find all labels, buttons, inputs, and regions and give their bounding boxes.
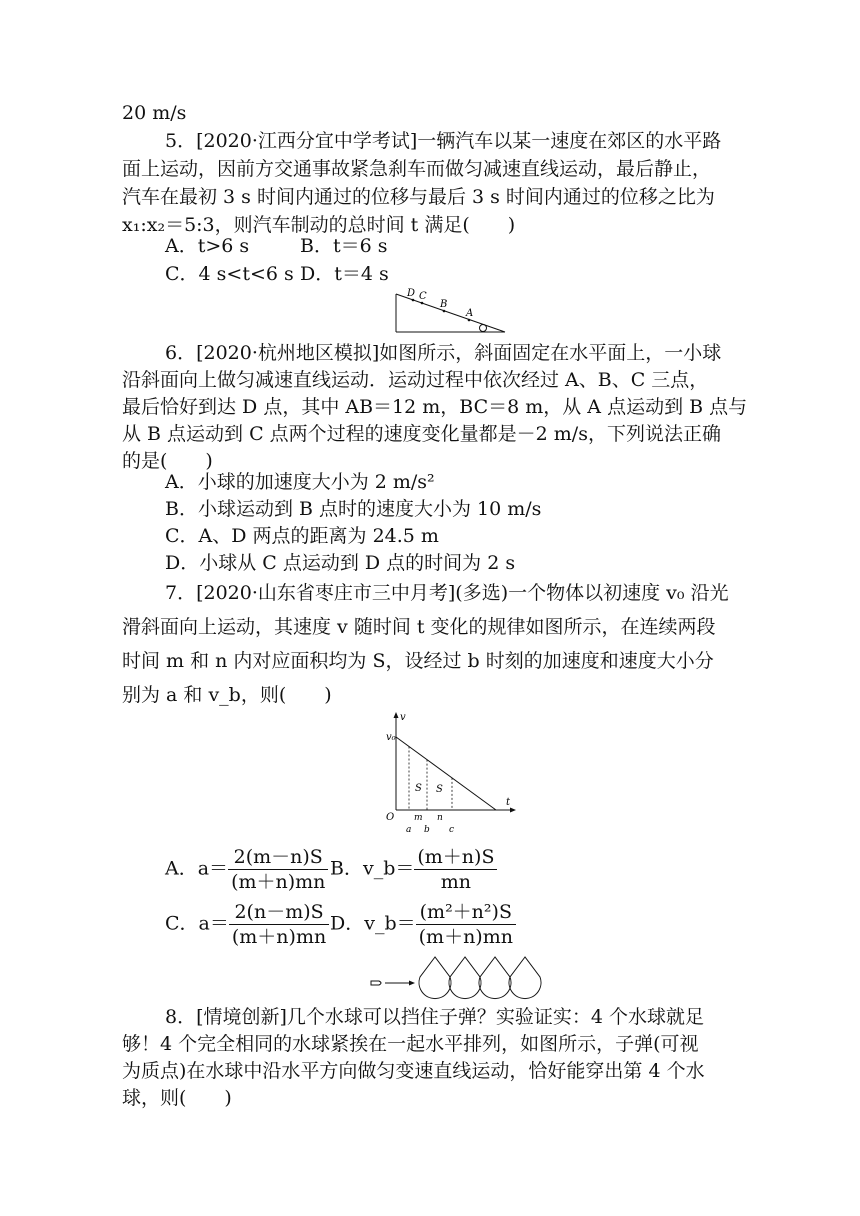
q7-option-b-prefix: B．v_b＝ xyxy=(330,857,415,880)
q7-option-a xyxy=(165,845,328,894)
vt-graph xyxy=(382,708,522,838)
q7-option-c-prefix: C．a＝ xyxy=(165,912,229,935)
tick-b-label: b xyxy=(424,825,430,835)
t-axis-label: t xyxy=(506,797,511,808)
q5-option-d: D．t＝4 s xyxy=(300,263,389,285)
point-d xyxy=(412,299,415,302)
v-axis-label: v xyxy=(400,712,406,723)
point-a xyxy=(468,319,471,322)
q8-line-2: 够！4 个完全相同的水球紧挨在一起水平排列，如图所示，子弹(可视 xyxy=(122,1033,699,1055)
q5-line-4: x₁:x₂＝5:3，则汽车制动的总时间 t 满足( ) xyxy=(122,214,516,236)
q6-option-a: A．小球的加速度大小为 2 m/s² xyxy=(165,471,435,493)
q7-option-a-fraction xyxy=(228,845,328,894)
q6-line-4: 从 B 点运动到 C 点两个过程的速度变化量都是－2 m/s，下列说法正确 xyxy=(122,423,721,445)
q7-option-d-fraction xyxy=(416,900,516,949)
q7-option-d-denominator: (m＋n)mn xyxy=(418,926,513,948)
q7-option-a-denominator: (m＋n)mn xyxy=(231,871,326,893)
q8-line-3: 为质点)在水球中沿水平方向做匀变速直线运动，恰好能穿出第 4 个水 xyxy=(122,1060,705,1082)
tick-a-label: a xyxy=(406,825,412,835)
q7-option-d-prefix: D．v_b＝ xyxy=(330,912,416,935)
interval-m-label: m xyxy=(414,813,423,823)
q6-option-c: C．A、D 两点的距离为 24.5 m xyxy=(165,525,439,547)
q6-line-3: 最后恰好到达 D 点，其中 AB＝12 m，BC＝8 m，从 A 点运动到 B 点与 xyxy=(122,396,748,418)
q7-option-b-numerator: (m＋n)S xyxy=(414,845,497,870)
top-line: 20 m/s xyxy=(122,102,187,124)
q5-option-b: B．t＝6 s xyxy=(300,235,388,257)
q5-option-c: C．4 s<t<6 s xyxy=(165,263,294,285)
q5-line-2: 面上运动，因前方交通事故紧急刹车而做匀减速直线运动，最后静止， xyxy=(122,158,712,180)
bullet-icon xyxy=(371,981,381,985)
q7-line-4: 别为 a 和 v_b，则( ) xyxy=(122,684,332,706)
bullet-arrow-head xyxy=(409,981,415,986)
q6-line-5: 的是( ) xyxy=(122,450,213,472)
q5-option-a: A．t>6 s xyxy=(165,235,250,257)
label-c: C xyxy=(419,291,427,302)
q7-option-c-numerator: 2(n－m)S xyxy=(229,900,329,925)
tick-c-label: c xyxy=(449,825,455,835)
q7-option-d-numerator: (m²＋n²)S xyxy=(416,900,516,925)
q7-option-a-numerator: 2(m－n)S xyxy=(228,845,328,870)
q7-line-2: 滑斜面向上运动，其速度 v 随时间 t 变化的规律如图所示，在连续两段 xyxy=(122,616,716,638)
q7-line-3: 时间 m 和 n 内对应面积均为 S，设经过 b 时刻的加速度和速度大小分 xyxy=(122,650,714,672)
label-d: D xyxy=(407,288,416,299)
q7-option-c-fraction xyxy=(229,900,329,949)
v0-label: v₀ xyxy=(386,732,396,743)
incline-figure xyxy=(390,282,510,338)
water-balls-figure xyxy=(365,952,545,1004)
q7-option-b xyxy=(330,845,497,894)
area-label-2: S xyxy=(436,784,443,795)
q7-option-b-fraction xyxy=(414,845,497,894)
water-ball-2 xyxy=(449,957,481,999)
t-axis-arrow xyxy=(510,808,516,813)
q7-line-1: 7．[2020·山东省枣庄市三中月考](多选)一个物体以初速度 v₀ 沿光 xyxy=(165,582,729,604)
water-ball-3 xyxy=(479,957,511,999)
v-axis-arrow xyxy=(394,712,399,718)
water-ball-4 xyxy=(509,957,541,999)
q5-line-1: 5．[2020·江西分宜中学考试]一辆汽车以某一速度在郊区的水平路 xyxy=(165,130,722,152)
q6-line-1: 6．[2020·杭州地区模拟]如图所示，斜面固定在水平面上，一小球 xyxy=(165,342,722,364)
q6-option-d: D．小球从 C 点运动到 D 点的时间为 2 s xyxy=(165,552,516,574)
q8-line-4: 球，则( ) xyxy=(122,1087,232,1109)
q7-option-b-denominator: mn xyxy=(440,871,472,893)
point-b xyxy=(443,310,446,313)
label-a: A xyxy=(466,308,474,319)
q7-option-c xyxy=(165,900,329,949)
q5-line-3: 汽车在最初 3 s 时间内通过的位移与最后 3 s 时间内通过的位移之比为 xyxy=(122,186,715,208)
area-label-1: S xyxy=(415,783,422,794)
label-b: B xyxy=(440,299,448,310)
point-c xyxy=(421,302,424,305)
ball xyxy=(480,325,487,332)
origin-label: O xyxy=(386,812,395,823)
q7-option-d xyxy=(330,900,516,949)
velocity-line xyxy=(396,737,496,810)
q7-option-a-prefix: A．a＝ xyxy=(165,857,229,880)
interval-n-label: n xyxy=(437,813,443,823)
q7-option-c-denominator: (m＋n)mn xyxy=(231,926,327,948)
q6-line-2: 沿斜面向上做匀减速直线运动．运动过程中依次经过 A、B、C 三点， xyxy=(122,369,709,391)
q8-line-1: 8．[情境创新]几个水球可以挡住子弹？实验证实：4 个水球就足 xyxy=(165,1006,705,1028)
q6-option-b: B．小球运动到 B 点时的速度大小为 10 m/s xyxy=(165,498,542,520)
water-ball-1 xyxy=(419,957,451,999)
